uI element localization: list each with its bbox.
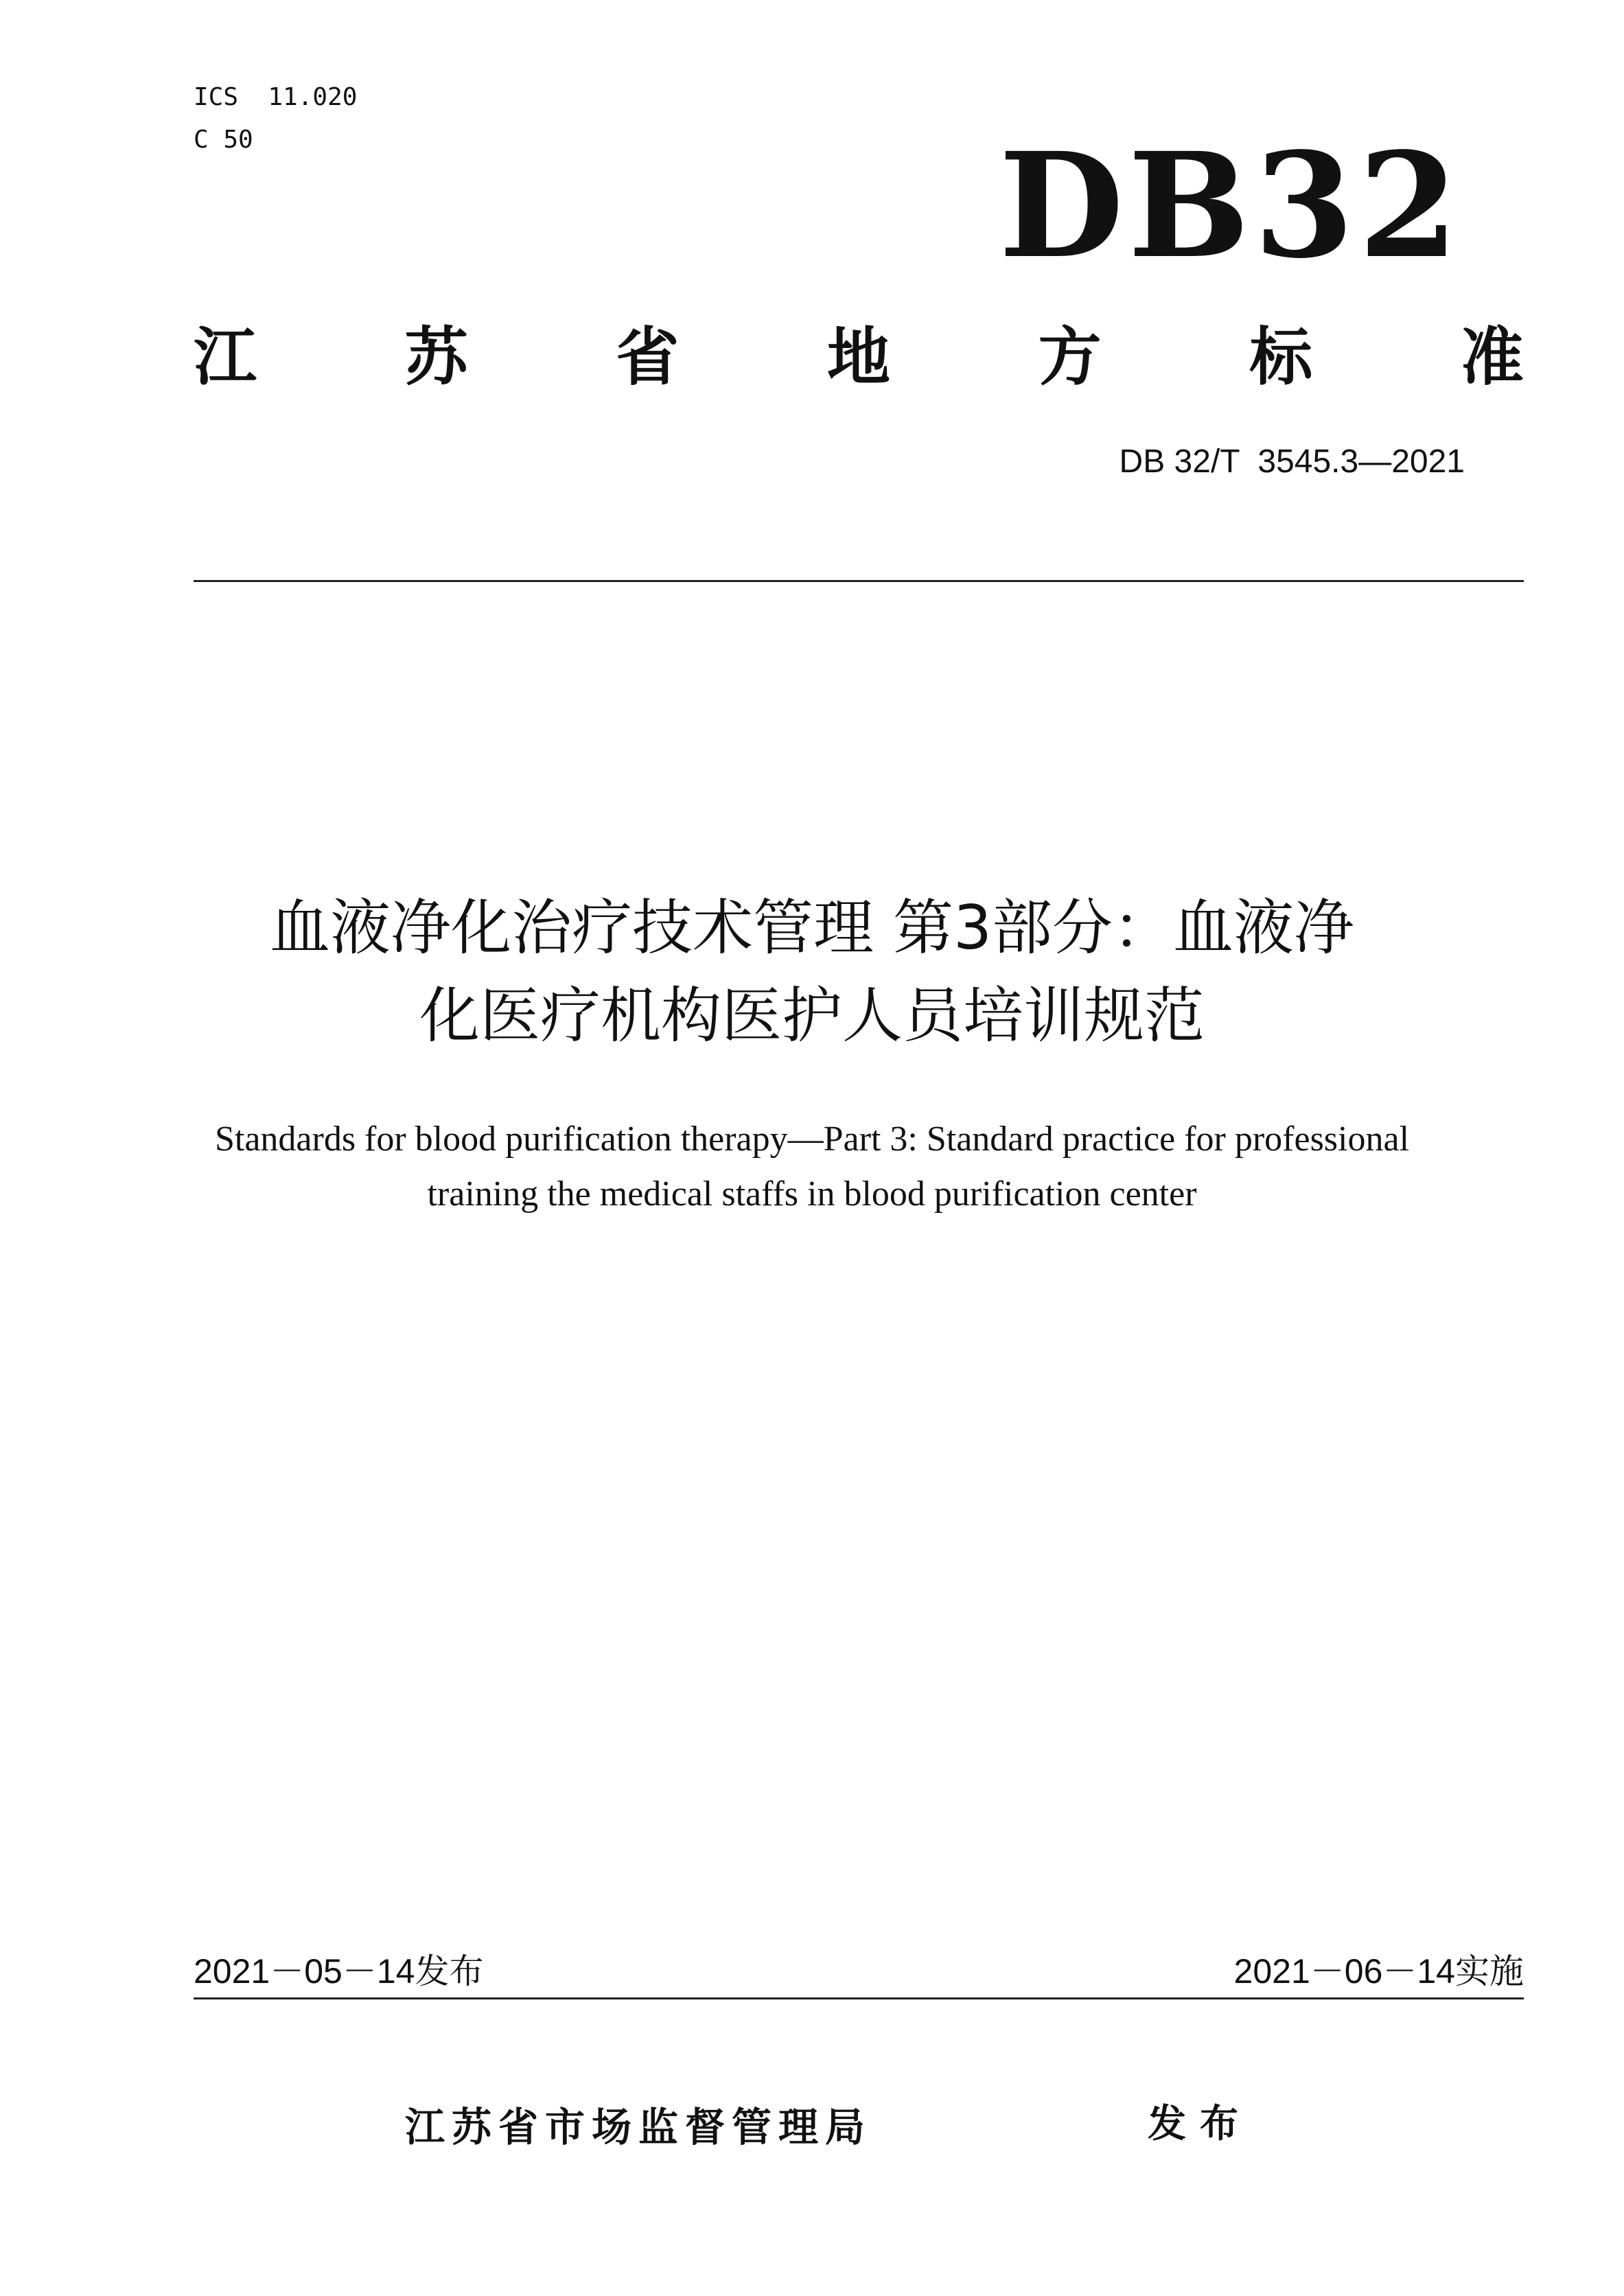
standard-type-char: 省 bbox=[616, 321, 680, 394]
issuing-authority: 江苏省市场监督管理局 bbox=[405, 2104, 872, 2150]
chinese-title-line-1: 血液净化治疗技术管理 第3部分：血液净 bbox=[270, 892, 1354, 963]
implementation-date: 2021－06－14实施 bbox=[1233, 1952, 1524, 1991]
standard-type-char: 苏 bbox=[404, 321, 468, 394]
standard-type-char: 江 bbox=[194, 321, 257, 394]
standard-type-char: 标 bbox=[1249, 321, 1313, 394]
english-title-line-2: training the medical staffs in blood purification center bbox=[427, 1174, 1197, 1214]
standard-number: DB 32/T 3545.3—2021 bbox=[1119, 443, 1465, 480]
bottom-divider bbox=[194, 1997, 1524, 1999]
ics-code: ICS 11.020 bbox=[194, 83, 358, 111]
standard-type-heading bbox=[194, 320, 1524, 395]
standard-type-char: 地 bbox=[826, 321, 890, 394]
chinese-title bbox=[82, 884, 1542, 1060]
ccs-code: C 50 bbox=[194, 126, 253, 154]
top-divider bbox=[194, 580, 1524, 582]
publish-label: 发布 bbox=[1148, 2102, 1252, 2146]
english-title bbox=[82, 1112, 1542, 1222]
standard-type-char: 准 bbox=[1460, 321, 1524, 394]
db32-logo: DB32 bbox=[999, 121, 1463, 290]
standard-type-char: 方 bbox=[1038, 321, 1102, 394]
issue-date: 2021－05－14发布 bbox=[194, 1952, 484, 1991]
chinese-title-line-2: 化医疗机构医护人员培训规范 bbox=[419, 980, 1205, 1051]
english-title-line-1: Standards for blood purification therapy—Part 3: Standard practice for professional bbox=[214, 1120, 1410, 1159]
